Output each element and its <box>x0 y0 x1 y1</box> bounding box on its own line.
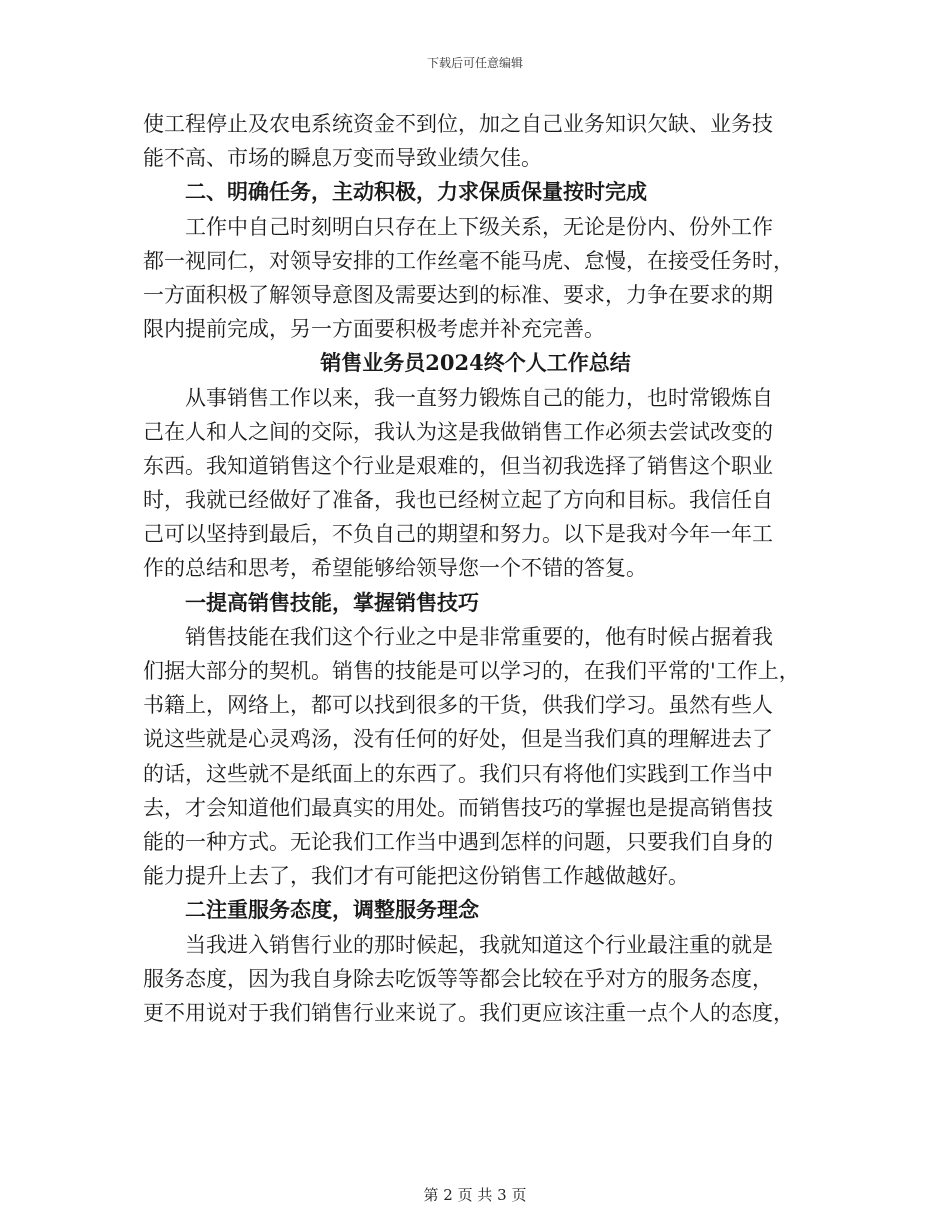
body-line: 己可以坚持到最后，不负自己的期望和努力。以下是我对今年一年工 <box>143 522 773 547</box>
body-line: 说这些就是心灵鸡汤，没有任何的好处，但是当我们真的理解进去了 <box>143 727 773 752</box>
body-line: 己在人和人之间的交际，我认为这是我做销售工作必须去尝试改变的 <box>143 419 773 444</box>
body-line: 限内提前完成，另一方面要积极考虑并补充完善。 <box>143 317 605 342</box>
body-line: 时，我就已经做好了准备，我也已经树立起了方向和目标。我信任自 <box>143 488 773 513</box>
document-body <box>143 107 808 1030</box>
section-heading: 一提高销售技能，掌握销售技巧 <box>185 589 479 615</box>
body-line: 作的总结和思考，希望能够给领导您一个不错的答复。 <box>143 556 647 581</box>
body-line: 工作中自己时刻明白只存在上下级关系，无论是份内、份外工作 <box>185 214 773 239</box>
body-line: 的话，这些就不是纸面上的东西了。我们只有将他们实践到工作当中 <box>143 761 773 786</box>
body-line: 使工程停止及农电系统资金不到位，加之自己业务知识欠缺、业务技 <box>143 112 773 136</box>
body-line: 当我进入销售行业的那时候起，我就知道这个行业最注重的就是 <box>185 932 773 957</box>
body-line: 一方面积极了解领导意图及需要达到的标准、要求，力争在要求的期 <box>143 282 773 307</box>
body-line: 都一视同仁，对领导安排的工作丝毫不能马虎、怠慢，在接受任务时， <box>143 248 794 273</box>
section-heading: 二注重服务态度，调整服务理念 <box>185 897 479 923</box>
page-number: 第 2 页 共 3 页 <box>423 1186 527 1204</box>
body-line: 能的一种方式。无论我们工作当中遇到怎样的问题，只要我们自身的 <box>143 829 773 854</box>
body-line: 从事销售工作以来，我一直努力锻炼自己的能力，也时常锻炼自 <box>185 385 773 410</box>
body-line: 东西。我知道销售这个行业是艰难的，但当初我选择了销售这个职业 <box>143 453 773 478</box>
page-header: 下载后可任意编辑 <box>426 56 523 70</box>
body-line: 去，才会知道他们最真实的用处。而销售技巧的掌握也是提高销售技 <box>143 795 773 820</box>
document-title: 销售业务员2024终个人工作总结 <box>320 350 631 376</box>
body-line: 书籍上，网络上，都可以找到很多的干货，供我们学习。虽然有些人 <box>143 693 773 718</box>
body-line: 们据大部分的契机。销售的技能是可以学习的，在我们平常的'工作上， <box>143 659 800 683</box>
body-line: 更不用说对于我们销售行业来说了。我们更应该注重一点个人的态度， <box>143 1000 794 1025</box>
body-line: 能不高、市场的瞬息万变而导致业绩欠佳。 <box>143 146 542 171</box>
body-line: 销售技能在我们这个行业之中是非常重要的，他有时候占据着我 <box>185 624 773 649</box>
body-line: 服务态度，因为我自身除去吃饭等等都会比较在乎对方的服务态度， <box>143 966 773 991</box>
section-heading: 二、明确任务，主动积极，力求保质保量按时完成 <box>185 179 647 205</box>
body-line: 能力提升上去了，我们才有可能把这份销售工作越做越好。 <box>143 864 689 889</box>
